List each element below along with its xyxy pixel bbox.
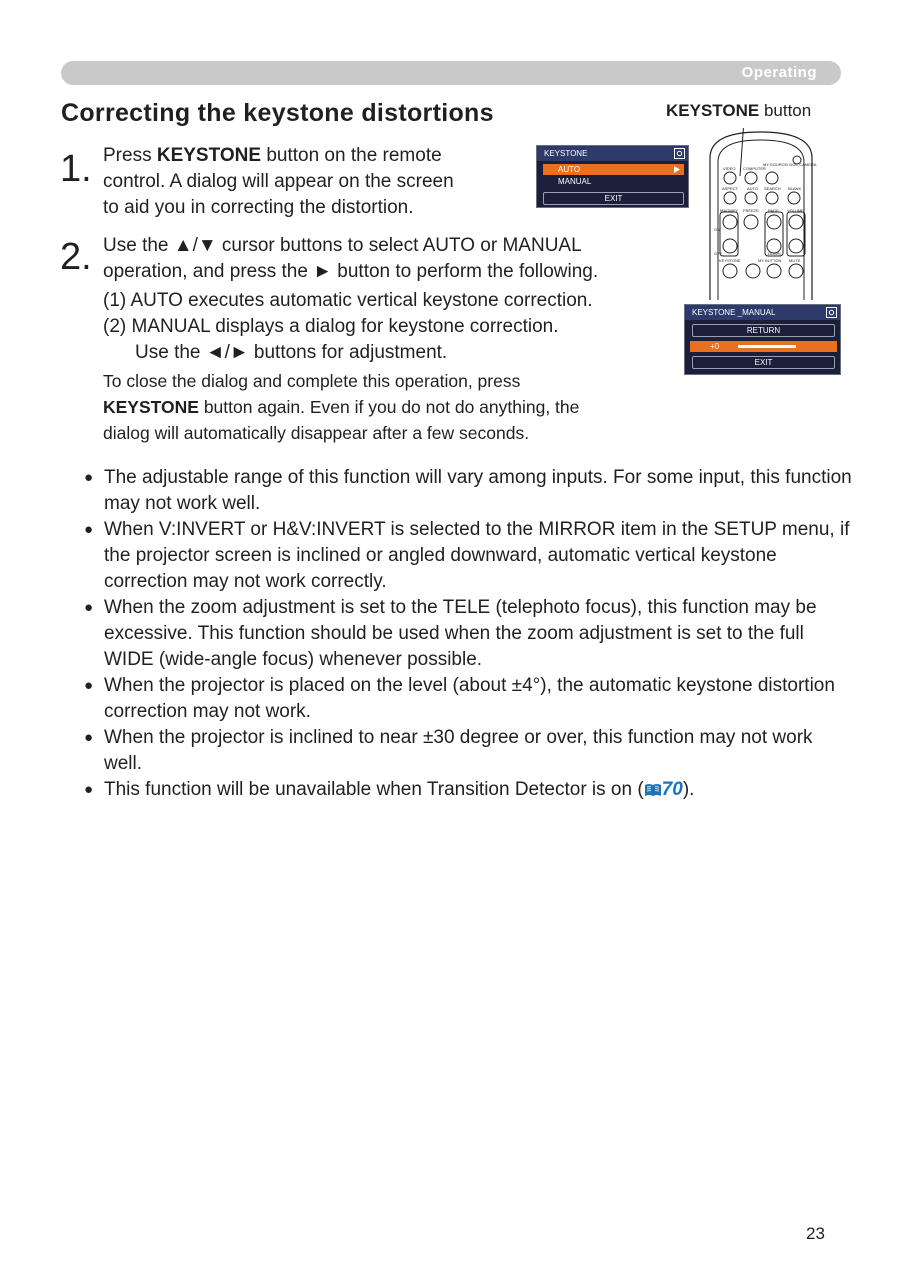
list-item: ● The adjustable range of this function will vary among inputs. For some input, this function may not work well. (84, 467, 852, 514)
step-2-text (103, 233, 598, 285)
step-1-number: 1. (60, 148, 92, 190)
remote-label: MY SOURCE/ DOC.CAMERA (763, 162, 817, 167)
remote-label: ASPECT (722, 186, 739, 191)
keystone-button-caption (666, 101, 811, 121)
remote-label: KEYSTONE (719, 258, 741, 263)
keystone-value-row[interactable] (690, 341, 837, 352)
section-label: Operating (741, 64, 817, 81)
list-item: ● When the projector is inclined to near ±30 degree or over, this function may not work well. (84, 727, 813, 774)
bullet-dot: ● (84, 729, 94, 746)
bullet-dot: ● (84, 599, 94, 616)
section-header-bar (61, 61, 841, 85)
remote-label: SEARCH (764, 186, 781, 191)
remote-label: COMPUTER (743, 166, 766, 171)
step-1-text (103, 143, 454, 221)
settings-icon (674, 148, 685, 159)
note-line-1: To close the dialog and complete this operation, press (103, 371, 521, 391)
remote-label: FREEZE (743, 208, 759, 213)
remote-label: AUTO (747, 186, 759, 191)
step-2-sub-3: Use the ◄/► buttons for adjustment. (135, 342, 448, 363)
step-2-sub-1: (1) AUTO executes automatic vertical keystone correction. (103, 290, 593, 311)
remote-label: MY BUTTON (758, 258, 782, 263)
note-line-3: dialog will automatically disappear after a few seconds. (103, 423, 530, 443)
keystone-dialog (536, 145, 689, 208)
notes-list (84, 465, 854, 803)
keystone-manual-dialog (684, 304, 841, 375)
keystone-slider-bar[interactable] (738, 345, 796, 348)
keystone-manual-option[interactable]: MANUAL (558, 177, 592, 186)
remote-label: BLANK (788, 186, 802, 191)
bullet-dot: ● (84, 677, 94, 694)
remote-label: MAGNIFY (720, 208, 739, 213)
page-reference-link[interactable]: 70 (644, 779, 683, 800)
keystone-caption-rest: button (759, 101, 812, 120)
list-item: ● When V:INVERT or H&V:INVERT is selected to the MIRROR item in the SETUP menu, if the projector screen is inclined or angled downward, automatic vertical keystone correction may not work correctly. (84, 519, 850, 592)
keystone-manual-exit-button[interactable]: EXIT (692, 356, 835, 369)
remote-label: VOLUME (787, 208, 804, 213)
bullet-dot: ● (84, 781, 94, 798)
bullet-dot: ● (84, 469, 94, 486)
page-title: Correcting the keystone distortions (61, 99, 494, 127)
remote-label: VIDEO (723, 166, 736, 171)
close-dialog-note (103, 368, 663, 446)
step-2-line-2: operation, and press the ► button to perform the following. (103, 261, 599, 282)
list-item: ● When the zoom adjustment is set to the TELE (telephoto focus), this function may be excessive. This function should be used when the zoom adjustment is set to the full WIDE (wide-angle focus) whenever possible. (84, 597, 817, 670)
list-item: ● When the projector is placed on the level (about ±4°), the automatic keystone distortion correction may not work. (84, 675, 835, 722)
keystone-auto-option[interactable]: AUTO (543, 164, 684, 175)
step-1-line-3: to aid you in correcting the distortion. (103, 197, 414, 218)
step-2-line-1: Use the ▲/▼ cursor buttons to select AUTO or MANUAL (103, 235, 582, 256)
remote-label: ON (714, 227, 720, 232)
remote-label: MUTE (789, 258, 801, 263)
keystone-exit-button[interactable]: EXIT (543, 192, 684, 205)
step-2-number: 2. (60, 236, 92, 278)
list-item: ● This function will be unavailable when Transition Detector is on ( 70). (84, 777, 854, 803)
note-line-2: KEYSTONE button again. Even if you do not do anything, the (103, 397, 580, 417)
step-1-line-2: control. A dialog will appear on the screen (103, 171, 454, 192)
keystone-return-button[interactable]: RETURN (692, 324, 835, 337)
keystone-caption-bold: KEYSTONE (666, 101, 760, 120)
remote-label: PAGE (768, 208, 779, 213)
page-number: 23 (806, 1224, 825, 1243)
keystone-dialog-title: KEYSTONE (537, 146, 688, 161)
book-icon (644, 783, 662, 797)
step-1-line-1: Press KEYSTONE button on the remote (103, 145, 442, 166)
bullet-dot: ● (84, 521, 94, 538)
remote-label: DOWN (768, 251, 781, 256)
keystone-value: +0 (710, 342, 720, 351)
keystone-manual-dialog-title: KEYSTONE _MANUAL (685, 305, 840, 320)
remote-control-illustration (690, 128, 842, 300)
step-2-sub-2: (2) MANUAL displays a dialog for keystone correction. (103, 316, 559, 337)
remote-label: OFF (714, 251, 722, 256)
right-arrow-icon (674, 166, 680, 173)
settings-icon (826, 307, 837, 318)
